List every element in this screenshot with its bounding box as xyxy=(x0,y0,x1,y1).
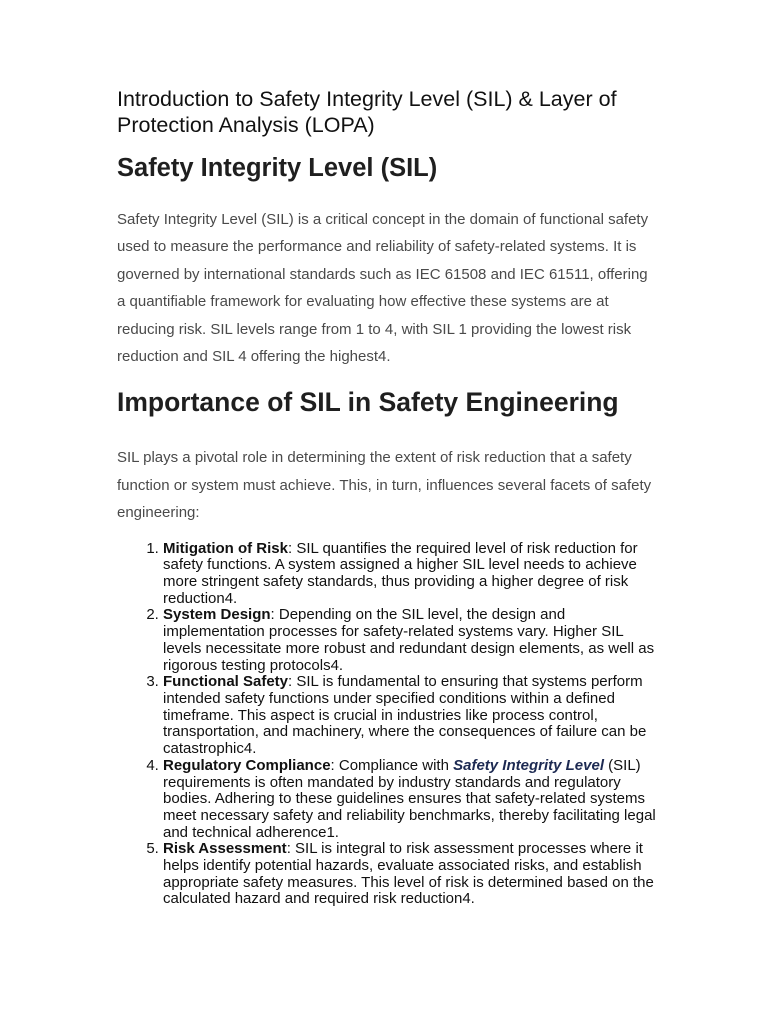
list-item-text: : SIL quantifies the required level of risk reduction for safety functions. A system assigned a higher SIL level needs to achieve more stringent safety standards, thus providing a higher degree of risk reduction4. xyxy=(163,539,638,607)
list-item-system-design xyxy=(163,607,657,674)
list-item-term: Mitigation of Risk xyxy=(163,539,288,557)
paragraph-importance: SIL plays a pivotal role in determining the extent of risk reduction that a safety function or system must achieve. This, in turn, influences several facets of safety engineering: xyxy=(117,449,652,522)
heading-sil: Safety Integrity Level (SIL) xyxy=(117,154,438,182)
list-item-mitigation-of-risk xyxy=(163,541,657,608)
list-item-risk-assessment xyxy=(163,841,657,908)
list-item-regulatory-compliance xyxy=(163,758,657,842)
list-item-text: : SIL is fundamental to ensuring that systems perform intended safety functions under specified conditions within a defined timeframe. This aspect is crucial in industries like process control, transportation, and machinery, where the consequences of failure can be catastrophic4. xyxy=(163,673,647,758)
list-item-functional-safety xyxy=(163,674,657,758)
list-item-term: Risk Assessment xyxy=(163,840,287,858)
paragraph-sil-intro: Safety Integrity Level (SIL) is a critical concept in the domain of functional safety used to measure the performance and reliability of safety-related systems. It is governed by international standards such as IEC 61508 and IEC 61511, offering a quantifiable framework for evaluating how effective these systems are at reducing risk. SIL levels range from 1 to 4, with SIL 1 providing the lowest risk reduction and SIL 4 offering the highest4. xyxy=(117,211,649,366)
document-page xyxy=(117,86,657,908)
list-item-text: (SIL) requirements is often mandated by industry standards and regulatory bodies. Adhering to these guidelines ensures that safety-related systems meet necessary safety and reliability benchmarks, thereby facilitating legal and technical adherence1. xyxy=(163,756,656,841)
document-title: Introduction to Safety Integrity Level (SIL) & Layer of Protection Analysis (LOPA) xyxy=(117,87,617,137)
heading-importance-of-sil: Importance of SIL in Safety Engineering xyxy=(117,387,619,418)
sil-facets-list xyxy=(117,541,657,908)
list-item-term: System Design xyxy=(163,606,271,624)
list-item-text: : SIL is integral to risk assessment processes where it helps identify potential hazards, evaluate associated risks, and establish appropriate safety measures. This level of risk is determined based on the calculated hazard and required risk reduction4. xyxy=(163,840,654,908)
list-item-term: Functional Safety xyxy=(163,673,289,691)
list-item-text: : Depending on the SIL level, the design and implementation processes for safety-related systems vary. Higher SIL levels necessitate more robust and redundant design elements, as well as rigorous testing protocols4. xyxy=(163,606,655,674)
safety-integrity-level-link[interactable]: Safety Integrity Level xyxy=(453,756,604,774)
list-item-text-before-link: : Compliance with xyxy=(330,756,454,774)
list-item-term: Regulatory Compliance xyxy=(163,756,331,774)
